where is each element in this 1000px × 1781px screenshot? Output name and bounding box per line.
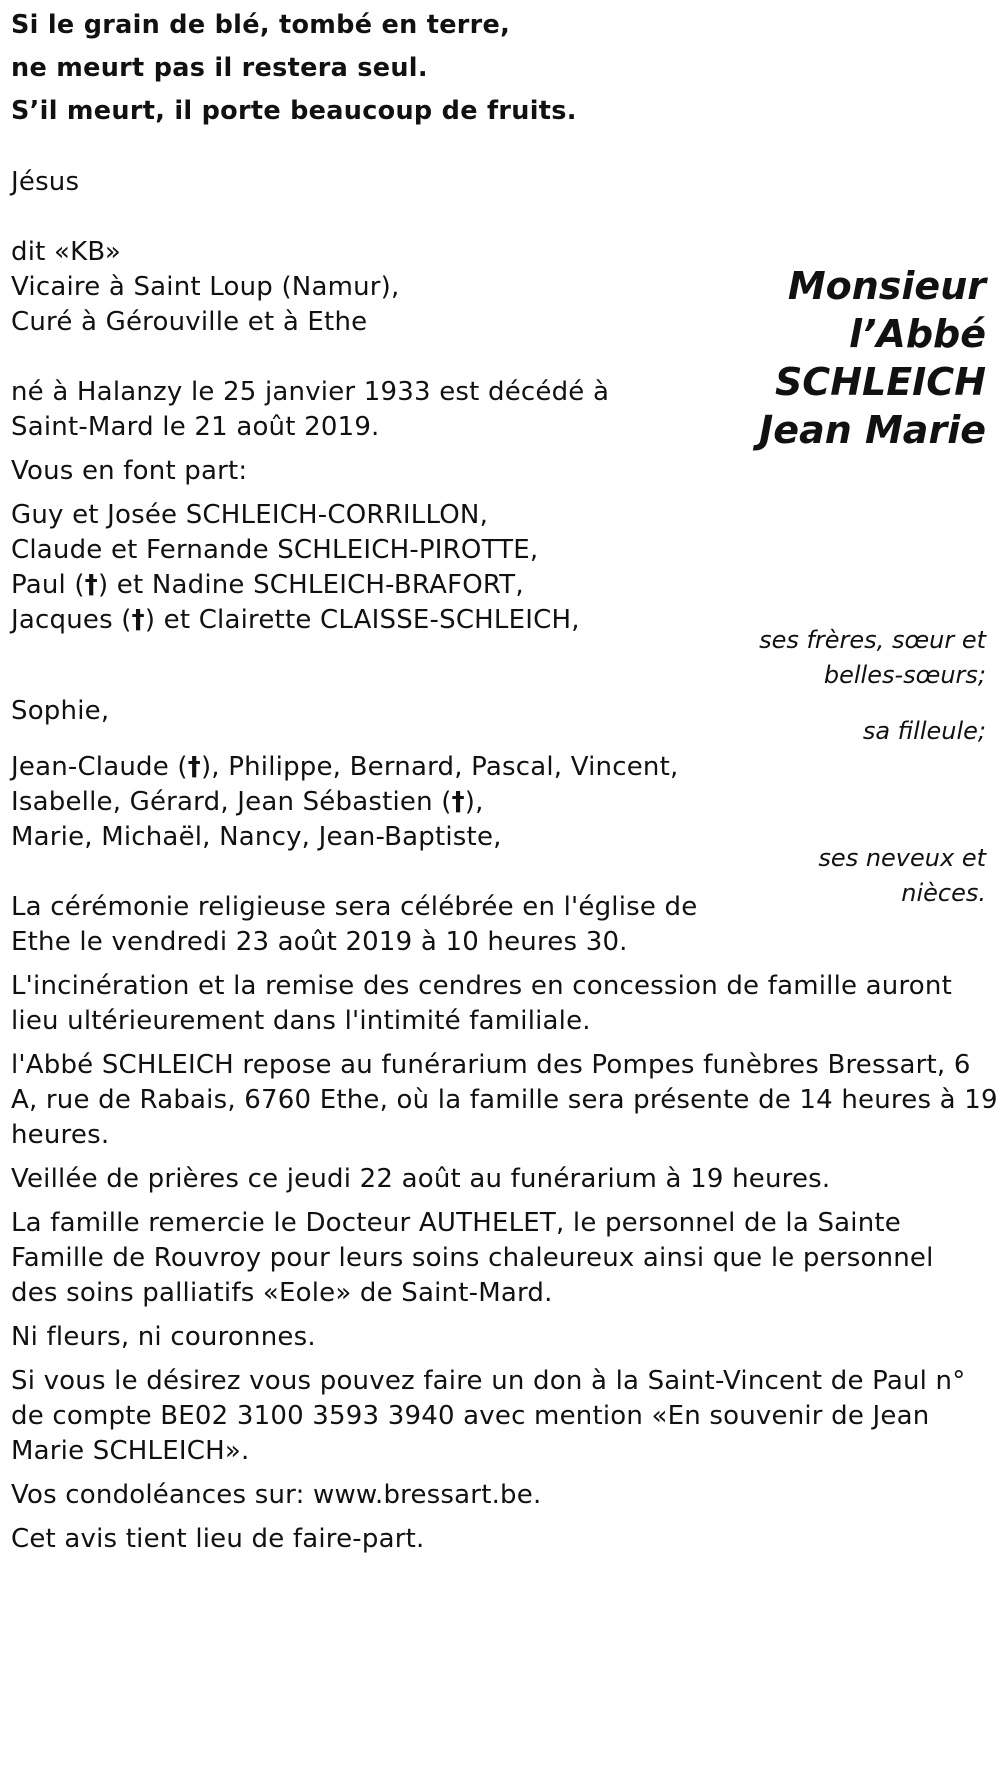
incineration-line-2: lieu ultérieurement dans l'intimité familiale. [11,1006,591,1036]
deceased-firstname: Jean Marie [759,408,986,452]
goddaughter-relation: sa filleule; [862,717,986,745]
ceremony-line-1: La cérémonie religieuse sera célébrée en l'église de [11,892,698,922]
deceased-title-2: l’Abbé [848,312,986,356]
donation-line-1: Si vous le désirez vous pouvez faire un don à la Saint-Vincent de Paul n° [11,1366,966,1396]
nephews-line-2 [11,782,484,822]
sibling-line-1: Guy et Josée SCHLEICH-CORRILLON, [11,500,489,530]
no-flowers-line: Ni fleurs, ni couronnes. [11,1322,316,1352]
quote-author: Jésus [11,167,80,197]
sibling-3-name-start: Paul ( [11,570,85,600]
deceased-role-1: Vicaire à Saint Loup (Namur), [11,272,400,302]
sibling-4-name-end: ) et Clairette CLAISSE-SCHLEICH, [144,605,580,635]
nephews-line-1 [11,747,678,787]
sibling-line-4 [11,600,580,640]
deceased-nickname: dit «KB» [11,237,122,267]
nephews-line-1-end: ), Philippe, Bernard, Pascal, Vincent, [200,752,679,782]
thanks-line-3: des soins palliatifs «Eole» de Saint-Mard. [11,1278,553,1308]
thanks-line-2: Famille de Rouvroy pour leurs soins chaleureux ainsi que le personnel [11,1243,934,1273]
condolences-line: Vos condoléances sur: www.bressart.be. [11,1480,542,1510]
donation-line-3: Marie SCHLEICH». [11,1436,250,1466]
ceremony-line-2: Ethe le vendredi 23 août 2019 à 10 heures 30. [11,927,628,957]
funeral-home-line-1: l'Abbé SCHLEICH repose au funérarium des Pompes funèbres Bressart, 6 [11,1050,971,1080]
goddaughter-name: Sophie, [11,696,110,726]
sibling-line-3 [11,565,524,605]
incineration-line-1: L'incinération et la remise des cendres en concession de famille auront [11,971,952,1001]
thanks-line-1: La famille remercie le Docteur AUTHELET, le personnel de la Sainte [11,1208,901,1238]
nephews-relation-1: ses neveux et [818,844,986,872]
birth-death-line-1: né à Halanzy le 25 janvier 1933 est décédé à [11,377,610,407]
deceased-cross-symbol: † [131,605,145,635]
deceased-cross-symbol: † [84,570,98,600]
funeral-home-line-3: heures. [11,1120,110,1150]
quote-line-3: S’il meurt, il porte beaucoup de fruits. [11,96,577,126]
sibling-4-name-start: Jacques ( [11,605,132,635]
deceased-role-2: Curé à Gérouville et à Ethe [11,307,368,337]
sibling-line-2: Claude et Fernande SCHLEICH-PIROTTE, [11,535,539,565]
deceased-title-1: Monsieur [787,264,986,308]
notice-line: Cet avis tient lieu de faire-part. [11,1524,425,1554]
siblings-relation-2: belles-sœurs; [823,661,986,689]
vigil-line: Veillée de prières ce jeudi 22 août au funérarium à 19 heures. [11,1164,831,1194]
deceased-name-block [759,262,986,454]
quote-line-2: ne meurt pas il restera seul. [11,53,428,83]
sibling-3-name-end: ) et Nadine SCHLEICH-BRAFORT, [97,570,524,600]
nephews-line-3: Marie, Michaël, Nancy, Jean-Baptiste, [11,822,502,852]
nephews-line-2-end: ), [464,787,484,817]
nephews-line-2-start: Isabelle, Gérard, Jean Sébastien ( [11,787,452,817]
birth-death-line-2: Saint-Mard le 21 août 2019. [11,412,380,442]
quote-line-1: Si le grain de blé, tombé en terre, [11,10,511,40]
deceased-surname: SCHLEICH [774,360,986,404]
announcement: Vous en font part: [11,456,248,486]
nephews-line-1-start: Jean-Claude ( [11,752,188,782]
funeral-home-line-2: A, rue de Rabais, 6760 Ethe, où la famille sera présente de 14 heures à 19 [11,1085,998,1115]
siblings-relation-1: ses frères, sœur et [759,626,986,654]
deceased-cross-symbol: † [451,787,465,817]
deceased-cross-symbol: † [187,752,201,782]
donation-line-2: de compte BE02 3100 3593 3940 avec mention «En souvenir de Jean [11,1401,930,1431]
nephews-relation-2: nièces. [901,879,986,907]
